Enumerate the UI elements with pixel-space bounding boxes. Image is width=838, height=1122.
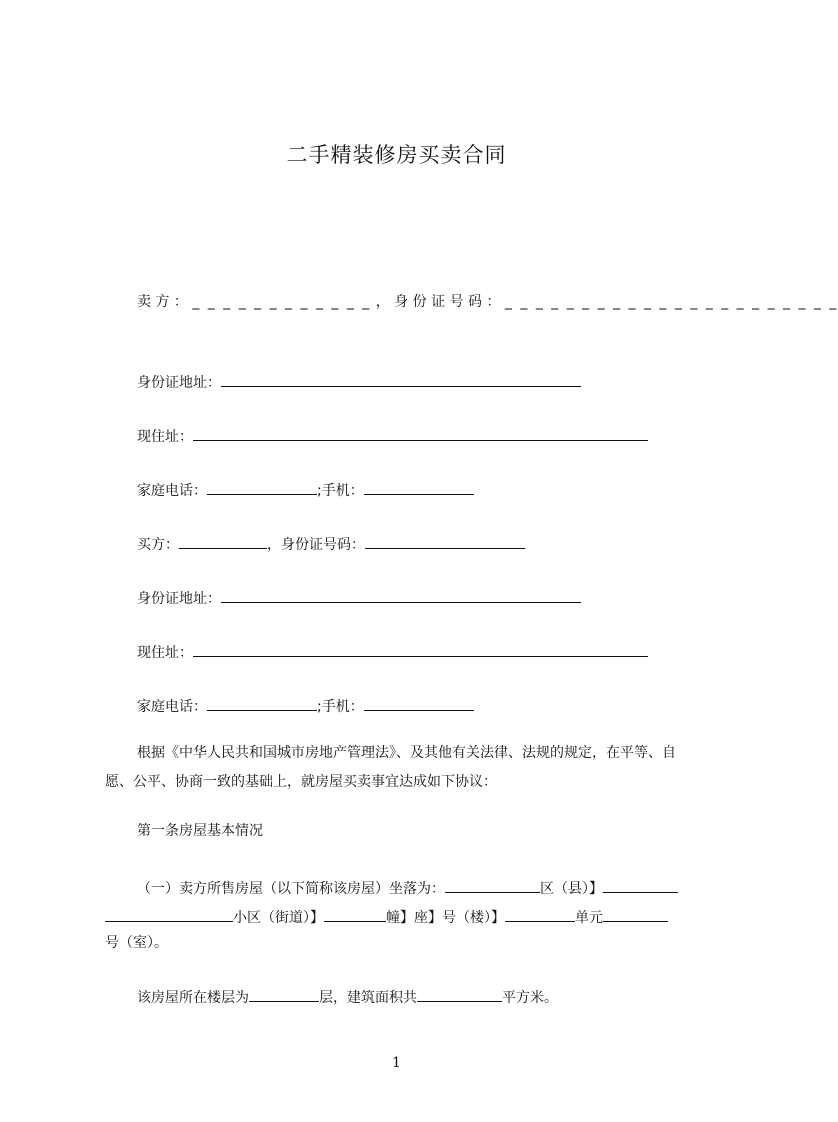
seller-id-address-line	[137, 371, 581, 393]
page-number: 1	[392, 1055, 401, 1071]
buyer-current-address-line	[137, 641, 648, 663]
building-label: 幢】座】号（楼）】	[386, 910, 505, 926]
current-address-label: 现住址：	[137, 645, 193, 661]
mobile-label: ;手机：	[317, 483, 364, 499]
location-line-1	[137, 877, 678, 899]
buyer-line	[137, 533, 525, 555]
floor-suffix: 层，建筑面积共	[319, 990, 417, 1006]
buyer-id-label: ，身份证号码：	[267, 537, 365, 553]
intro-paragraph: 根据《中华人民共和国城市房地产管理法》、及其他有关法律、法规的规定，在平等、自愿、公平、协商一致的基础上，就房屋买卖事宜达成如下协议：	[105, 745, 676, 790]
building-field[interactable]	[324, 906, 386, 922]
buyer-phone-line	[137, 695, 474, 717]
id-address-label: 身份证地址：	[137, 375, 221, 391]
seller-id-address-field[interactable]	[221, 371, 581, 387]
area-field[interactable]	[417, 986, 502, 1002]
buyer-id-address-line	[137, 587, 581, 609]
home-phone-label: 家庭电话：	[137, 699, 207, 715]
buyer-mobile-field[interactable]	[364, 695, 474, 711]
city-field[interactable]	[445, 877, 540, 893]
buyer-current-address-field[interactable]	[193, 641, 648, 657]
area-suffix: 平方米。	[502, 990, 558, 1006]
buyer-name-field[interactable]	[179, 533, 267, 549]
buyer-id-field[interactable]	[365, 533, 525, 549]
document-title: 二手精装修房买卖合同	[286, 143, 507, 167]
district-label: 区（县）】	[540, 881, 603, 897]
buyer-label: 买方：	[137, 537, 179, 553]
location-prefix: （一）卖方所售房屋（以下简称该房屋）坐落为：	[137, 881, 445, 897]
article-1-heading: 第一条房屋基本情况	[137, 823, 263, 839]
seller-id-blank[interactable]: _ _ _ _ _ _ _ _ _ _ _ _ _ _ _ _ _ _ _ _ _ _	[504, 294, 838, 310]
buyer-home-phone-field[interactable]	[207, 695, 317, 711]
mobile-label: ;手机：	[317, 699, 364, 715]
community-label: 小区（街道）】	[233, 910, 324, 926]
unit-field[interactable]	[603, 906, 668, 922]
seller-mobile-field[interactable]	[364, 479, 474, 495]
district-field[interactable]	[603, 877, 678, 893]
id-address-label: 身份证地址：	[137, 591, 221, 607]
floor-field[interactable]	[249, 986, 319, 1002]
seller-home-phone-field[interactable]	[207, 479, 317, 495]
seller-line	[137, 292, 838, 312]
floor-prefix: 该房屋所在楼层为	[137, 990, 249, 1006]
seller-phone-line	[137, 479, 474, 501]
buyer-id-address-field[interactable]	[221, 587, 581, 603]
room-label: 号（室）。	[105, 935, 168, 951]
home-phone-label: 家庭电话：	[137, 483, 207, 499]
unit-label: 单元	[575, 910, 603, 926]
seller-name-blank[interactable]: _ _ _ _ _ _ _ _ _ _ _ _	[192, 294, 372, 310]
seller-current-address-field[interactable]	[193, 425, 648, 441]
seller-id-label: ， 身 份 证 号 码 ：	[375, 294, 501, 310]
seller-label: 卖 方 ：	[137, 294, 188, 310]
location-line-2	[105, 906, 668, 928]
floor-number-field[interactable]	[505, 906, 575, 922]
community-field[interactable]	[105, 906, 233, 922]
current-address-label: 现住址：	[137, 429, 193, 445]
location-line-3	[105, 933, 168, 953]
floor-area-line	[137, 986, 558, 1008]
seller-current-address-line	[137, 425, 648, 447]
